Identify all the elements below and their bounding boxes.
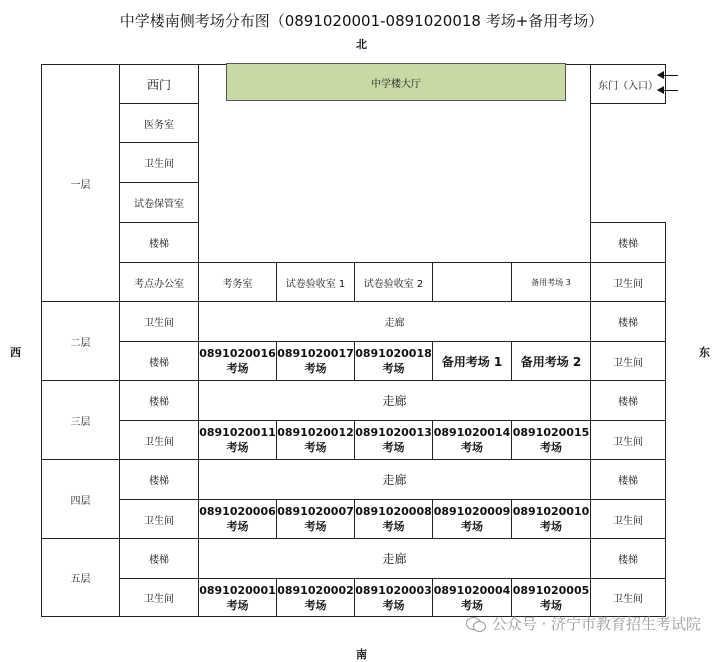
corridor-f5: 走廊 [198, 538, 591, 579]
stairs-f4-east: 楼梯 [590, 459, 666, 500]
restroom-f3-east: 卫生间 [590, 420, 666, 460]
exam-room: 0891020010 考场 [511, 499, 591, 539]
west-label: 西 [10, 346, 21, 359]
spare-exam-room-1: 备用考场 1 [432, 341, 512, 381]
stairs-f5-east: 楼梯 [590, 538, 666, 579]
main-hall: 中学楼大厅 [226, 63, 566, 101]
stairs-f5-west: 楼梯 [119, 538, 199, 579]
corridor-f4: 走廊 [198, 459, 591, 500]
exam-room: 0891020002 考场 [276, 578, 355, 617]
watermark-text: 公众号 · 济宁市教育招生考试院 [491, 615, 701, 633]
restroom-f5-east: 卫生间 [590, 578, 666, 617]
restroom-f1-east: 卫生间 [590, 262, 666, 302]
stairs-f4-west: 楼梯 [119, 459, 199, 500]
stairs-f1-west: 楼梯 [119, 222, 199, 263]
corridor-f2: 走廊 [198, 301, 591, 342]
floor-4-label: 四层 [41, 459, 120, 539]
east-gate: 东门（入口） [590, 64, 666, 104]
restroom-f3-west: 卫生间 [119, 420, 199, 460]
exam-room: 0891020006 考场 [198, 499, 277, 539]
west-gate: 西门 [119, 64, 199, 104]
north-label: 北 [356, 38, 367, 51]
spare-exam-room-2: 备用考场 2 [511, 341, 591, 381]
floor-1-label: 一层 [41, 64, 120, 302]
exam-room: 0891020014 考场 [432, 420, 512, 460]
east-label: 东 [699, 346, 710, 359]
spare-exam-room-3: 备用考场 3 [511, 262, 591, 302]
exam-room: 0891020001 考场 [198, 578, 277, 617]
exam-room: 0891020013 考场 [354, 420, 433, 460]
exam-room: 0891020008 考场 [354, 499, 433, 539]
stairs-f2-east: 楼梯 [590, 301, 666, 342]
paper-receive-room-2: 试卷验收室 2 [354, 262, 433, 302]
exam-office: 考点办公室 [119, 262, 199, 302]
stairs-f1-east: 楼梯 [590, 222, 666, 263]
empty-room-f1 [432, 262, 512, 302]
restroom-f1: 卫生间 [119, 142, 199, 183]
exam-room: 0891020017 考场 [276, 341, 355, 381]
page-title: 中学楼南侧考场分布图（0891020001-0891020018 考场+备用考场） [119, 12, 604, 30]
corridor-f3: 走廊 [198, 380, 591, 421]
exam-room: 0891020016 考场 [198, 341, 277, 381]
exam-affairs-room: 考务室 [198, 262, 277, 302]
wechat-icon [466, 616, 486, 632]
stairs-f3-east: 楼梯 [590, 380, 666, 421]
exam-room: 0891020004 考场 [432, 578, 512, 617]
entrance-arrow-icon [658, 90, 678, 91]
restroom-f2-west: 卫生间 [119, 301, 199, 342]
south-label: 南 [356, 648, 367, 661]
paper-receive-room-1: 试卷验收室 1 [276, 262, 355, 302]
floor-3-label: 三层 [41, 380, 120, 460]
exam-room: 0891020005 考场 [511, 578, 591, 617]
exam-room: 0891020007 考场 [276, 499, 355, 539]
floor-2-label: 二层 [41, 301, 120, 381]
exam-room: 0891020003 考场 [354, 578, 433, 617]
stairs-f2-west: 楼梯 [119, 341, 199, 381]
exam-room: 0891020018 考场 [354, 341, 433, 381]
paper-storage-room: 试卷保管室 [119, 182, 199, 223]
watermark [466, 613, 701, 634]
restroom-f2-east: 卫生间 [590, 341, 666, 381]
entrance-arrow-icon [658, 75, 678, 76]
floor-5-label: 五层 [41, 538, 120, 617]
east-wall [590, 103, 591, 223]
exam-room: 0891020015 考场 [511, 420, 591, 460]
exam-room: 0891020011 考场 [198, 420, 277, 460]
restroom-f4-east: 卫生间 [590, 499, 666, 539]
exam-room: 0891020012 考场 [276, 420, 355, 460]
medical-room: 医务室 [119, 103, 199, 143]
stairs-f3-west: 楼梯 [119, 380, 199, 421]
restroom-f4-west: 卫生间 [119, 499, 199, 539]
restroom-f5-west: 卫生间 [119, 578, 199, 617]
exam-room: 0891020009 考场 [432, 499, 512, 539]
